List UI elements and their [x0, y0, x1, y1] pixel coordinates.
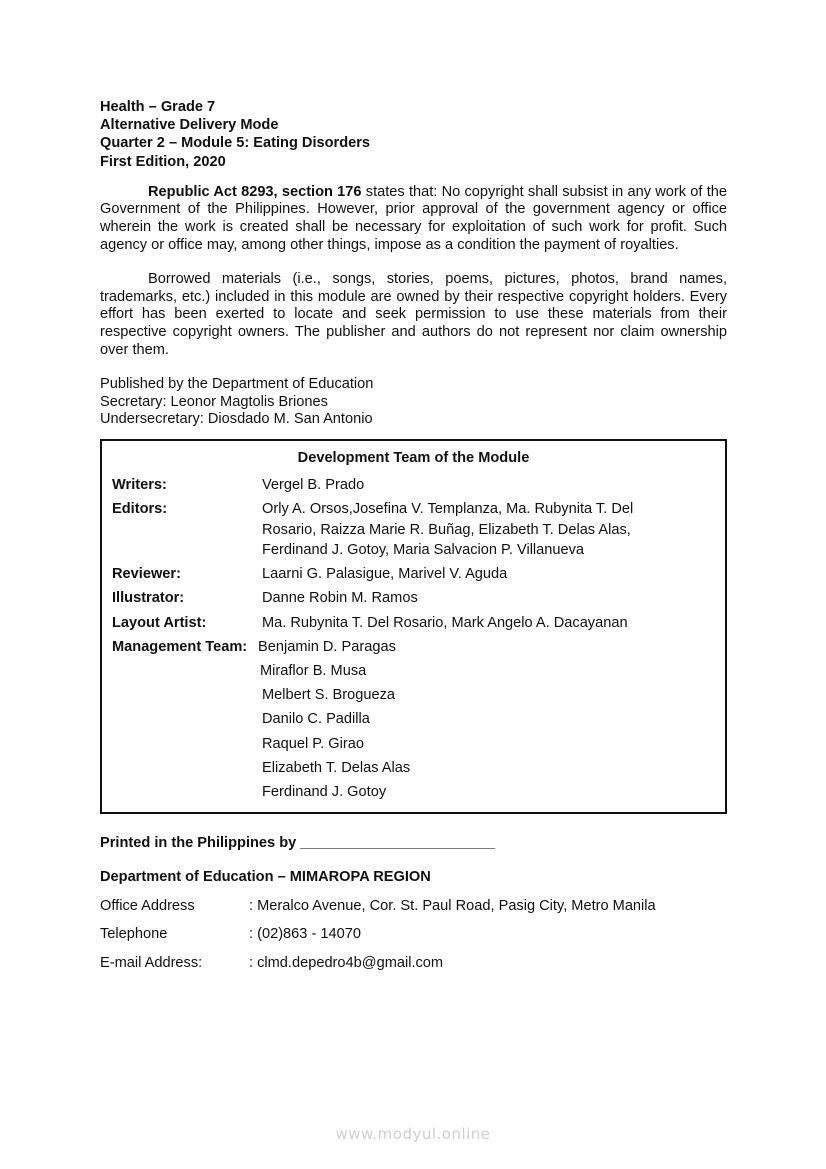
team-title: Development Team of the Module: [297, 449, 530, 466]
edition: First Edition, 2020: [100, 153, 226, 170]
law-reference: Republic Act 8293, section 176: [148, 183, 362, 200]
team-row-value: Vergel B. Prado: [262, 476, 365, 493]
management-list: [112, 661, 715, 802]
contact-office-address: [100, 897, 727, 915]
contact-value: : Meralco Avenue, Cor. St. Paul Road, Pasig City, Metro Manila: [249, 897, 656, 914]
deped-region-title: Department of Education – MIMAROPA REGION: [100, 869, 431, 886]
team-row-value: Laarni G. Palasigue, Marivel V. Aguda: [262, 566, 508, 583]
watermark: www.modyul.online: [335, 1125, 491, 1143]
contact-email: [100, 954, 727, 972]
delivery-mode: Alternative Delivery Mode: [100, 117, 279, 134]
copyright-text: states that: No copyright shall subsist in any work of the Government of the Philippines. However, prior approval of the government agency or office wherein the work is created shall be necessary for exploitation of such work for profit. Such agency or office may, among other things, impose as a condition the payment of royalties.: [100, 183, 727, 253]
team-row-label: Reviewer:: [112, 566, 181, 583]
title-block: [100, 98, 727, 171]
team-row-management: [112, 637, 715, 657]
contact-label: Telephone: [100, 926, 168, 943]
management-member: Danilo C. Padilla: [262, 711, 370, 728]
contact-value: : clmd.depedro4b@gmail.com: [249, 954, 444, 971]
management-member: Miraflor B. Musa: [260, 662, 367, 679]
team-row-writers: [112, 475, 715, 495]
document-page: [100, 98, 727, 972]
published-by: Published by the Department of Education: [100, 376, 374, 393]
publisher-block: [100, 376, 727, 429]
team-row-layout-artist: [112, 613, 715, 633]
borrowed-materials-paragraph: Borrowed materials (i.e., songs, stories, poems, pictures, photos, brand names, trademarks, etc.) included in this module are owned by their respective copyright holders. Every effort has been exerted to locate and seek permission to use these materials from their respective copyright owners. The publisher and authors do not represent nor claim ownership over them.: [100, 271, 727, 358]
management-member: Melbert S. Brogueza: [262, 687, 396, 704]
module-title: Quarter 2 – Module 5: Eating Disorders: [100, 135, 371, 152]
undersecretary: Undersecretary: Diosdado M. San Antonio: [100, 411, 373, 428]
team-row-value: Orly A. Orsos,Josefina V. Templanza, Ma. Rubynita T. Del Rosario, Raizza Marie R. Buñag, Elizabeth T. Delas Alas, Ferdinand J. Gotoy, Maria Salvacion P. Villanueva: [262, 501, 634, 558]
secretary: Secretary: Leonor Magtolis Briones: [100, 393, 328, 410]
contact-label: Office Address: [100, 897, 195, 914]
management-member: Raquel P. Girao: [262, 735, 364, 752]
copyright-paragraph: [100, 184, 727, 254]
subject-grade: Health – Grade 7: [100, 99, 216, 115]
printed-by-line: Printed in the Philippines by ________________________: [100, 835, 496, 852]
contact-telephone: [100, 925, 727, 943]
management-member: Elizabeth T. Delas Alas: [262, 759, 411, 776]
team-row-label: Layout Artist:: [112, 614, 207, 631]
team-row-label: Writers:: [112, 476, 167, 493]
management-member: Ferdinand J. Gotoy: [262, 783, 387, 800]
team-row-reviewer: [112, 564, 715, 584]
team-row-editors: [112, 499, 715, 560]
contact-label: E-mail Address:: [100, 954, 203, 971]
management-member: Benjamin D. Paragas: [258, 638, 396, 655]
team-row-value: Danne Robin M. Ramos: [262, 590, 418, 607]
team-row-illustrator: [112, 588, 715, 608]
team-row-label: Editors:: [112, 501, 168, 518]
contact-value: : (02)863 - 14070: [249, 926, 361, 943]
team-row-label: Management Team:: [112, 638, 248, 655]
team-row-value: Ma. Rubynita T. Del Rosario, Mark Angelo A. Dacayanan: [262, 614, 628, 631]
development-team-box: [100, 439, 727, 814]
team-row-label: Illustrator:: [112, 590, 185, 607]
